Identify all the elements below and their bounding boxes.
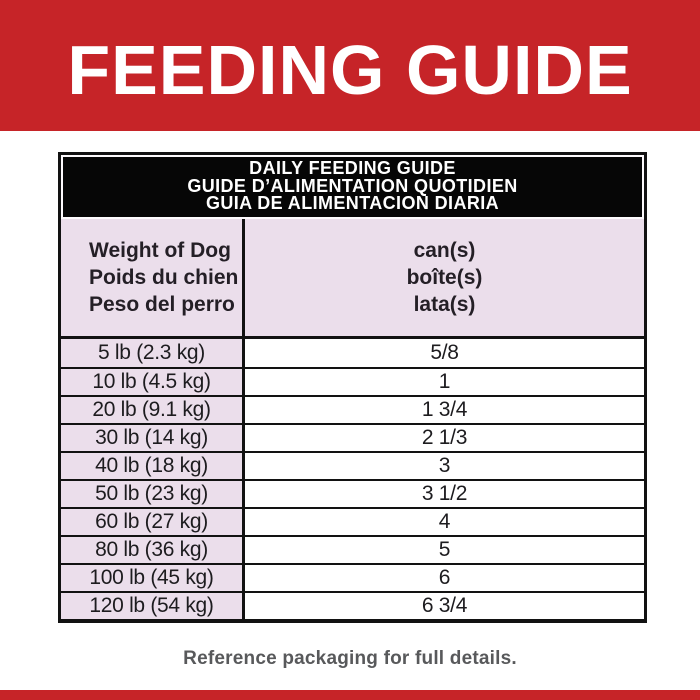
- table-row: [61, 367, 644, 395]
- weight-cell: [61, 509, 245, 535]
- cans-cell: [245, 425, 644, 451]
- feeding-table: [58, 152, 647, 623]
- weight-value: 100 lb (45 kg): [89, 565, 214, 589]
- cans-header-es: lata(s): [413, 292, 476, 316]
- cans-cell: [245, 339, 644, 367]
- table-title-fr: GUIDE D’ALIMENTATION QUOTIDIEN: [187, 175, 518, 196]
- weight-cell: [61, 481, 245, 507]
- weight-cell: [61, 453, 245, 479]
- weight-value: 40 lb (18 kg): [95, 453, 208, 477]
- header-banner: [0, 0, 700, 131]
- weight-cell: [61, 425, 245, 451]
- cans-cell: [245, 537, 644, 563]
- page-title: FEEDING GUIDE: [67, 30, 633, 109]
- cans-value: 1 3/4: [421, 397, 468, 421]
- cans-value: 1: [438, 369, 451, 393]
- weight-value: 120 lb (54 kg): [89, 593, 214, 617]
- weight-value: 5 lb (2.3 kg): [98, 340, 205, 364]
- weight-cell: [61, 397, 245, 423]
- table-row: [61, 507, 644, 535]
- cans-value: 3 1/2: [421, 481, 468, 505]
- cans-cell: [245, 481, 644, 507]
- cans-header-en: can(s): [413, 238, 476, 262]
- cans-cell: [245, 453, 644, 479]
- table-row: [61, 423, 644, 451]
- footer-note: Reference packaging for full details.: [183, 648, 517, 669]
- cans-value: 3: [438, 453, 451, 477]
- weight-value: 10 lb (4.5 kg): [92, 369, 211, 393]
- weight-cell: [61, 537, 245, 563]
- weight-cell: [61, 593, 245, 619]
- table-title-es: GUIA DE ALIMENTACION DIARIA: [205, 193, 500, 213]
- weight-value: 60 lb (27 kg): [95, 509, 208, 533]
- cans-header-fr: boîte(s): [406, 265, 483, 289]
- weight-value: 30 lb (14 kg): [95, 425, 208, 449]
- table-title-block: [61, 155, 644, 219]
- cans-cell: [245, 397, 644, 423]
- weight-value: 20 lb (9.1 kg): [92, 397, 211, 421]
- table-row: [61, 563, 644, 591]
- weight-column-header: [61, 219, 245, 336]
- cans-cell: [245, 509, 644, 535]
- table-row: [61, 339, 644, 367]
- column-headers: [61, 219, 644, 339]
- table-title-en: DAILY FEEDING GUIDE: [249, 158, 456, 178]
- weight-header-fr: Poids du chien: [89, 265, 239, 289]
- cans-cell: [245, 565, 644, 591]
- weight-header-es: Peso del perro: [89, 292, 235, 316]
- cans-cell: [245, 593, 644, 619]
- table-row: [61, 479, 644, 507]
- cans-column-header: [245, 219, 644, 336]
- cans-value: 6 3/4: [421, 593, 468, 617]
- cans-value: 6: [438, 565, 451, 589]
- cans-value: 5/8: [430, 340, 459, 364]
- cans-value: 2 1/3: [421, 425, 468, 449]
- cans-value: 5: [438, 537, 451, 561]
- weight-value: 80 lb (36 kg): [95, 537, 208, 561]
- table-body: [61, 339, 644, 619]
- weight-header-en: Weight of Dog: [89, 238, 231, 262]
- table-row: [61, 451, 644, 479]
- weight-cell: [61, 339, 245, 367]
- bottom-red-strip: [0, 690, 700, 700]
- table-row: [61, 395, 644, 423]
- weight-cell: [61, 565, 245, 591]
- cans-cell: [245, 369, 644, 395]
- weight-cell: [61, 369, 245, 395]
- weight-value: 50 lb (23 kg): [95, 481, 208, 505]
- table-row: [61, 591, 644, 619]
- cans-value: 4: [438, 509, 451, 533]
- table-row: [61, 535, 644, 563]
